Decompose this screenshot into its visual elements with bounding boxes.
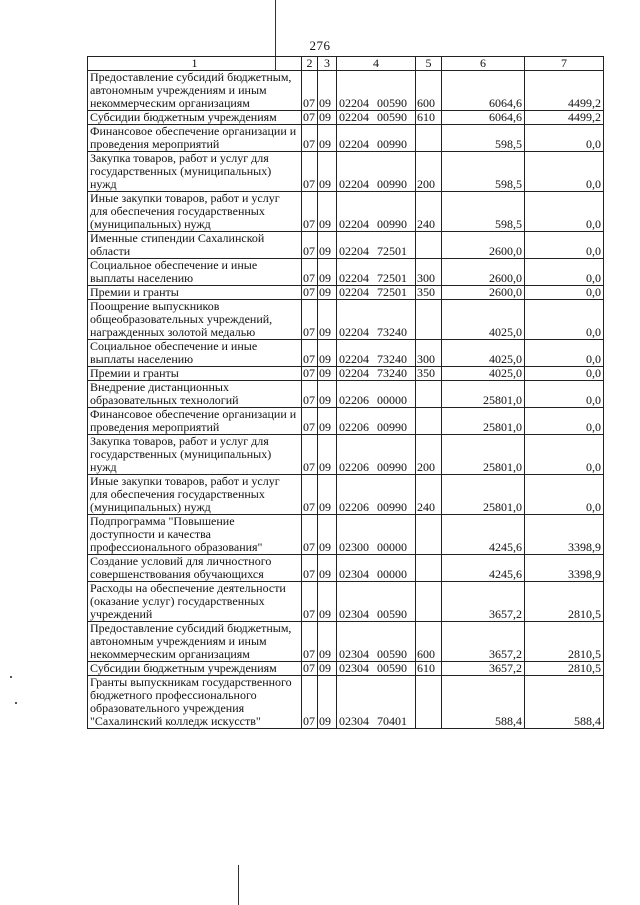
table-row xyxy=(88,367,604,381)
row-section: 07 xyxy=(302,125,318,152)
row-name: Закупка товаров, работ и услуг для государственных (муниципальных) нужд xyxy=(88,435,302,475)
row-kind: 350 xyxy=(416,367,442,381)
row-value-1: 4245,6 xyxy=(442,515,525,555)
row-name: Именные стипендии Сахалинской области xyxy=(88,232,302,259)
table-row xyxy=(88,232,604,259)
row-kind: 300 xyxy=(416,340,442,367)
row-section: 07 xyxy=(302,286,318,300)
page-number: 276 xyxy=(309,38,331,53)
row-name: Субсидии бюджетным учреждениям xyxy=(88,111,302,125)
column-header: 7 xyxy=(525,57,604,71)
row-value-1: 4025,0 xyxy=(442,300,525,340)
row-section: 07 xyxy=(302,232,318,259)
row-value-2: 0,0 xyxy=(525,259,604,286)
row-section: 07 xyxy=(302,192,318,232)
row-kind: 300 xyxy=(416,259,442,286)
table-row xyxy=(88,408,604,435)
row-section: 07 xyxy=(302,259,318,286)
budget-table xyxy=(87,56,604,729)
row-article: 02304 00590 xyxy=(337,582,416,622)
row-name: Предоставление субсидий бюджетным, автономным учреждениям и иным некоммерческим организациям xyxy=(88,622,302,662)
row-article: 02204 72501 xyxy=(337,286,416,300)
row-value-1: 4025,0 xyxy=(442,340,525,367)
scan-artifact-dot xyxy=(10,676,12,678)
row-name: Иные закупки товаров, работ и услуг для обеспечения государственных (муниципальных) нужд xyxy=(88,192,302,232)
row-article: 02204 73240 xyxy=(337,340,416,367)
row-kind xyxy=(416,232,442,259)
row-kind xyxy=(416,125,442,152)
row-article: 02300 00000 xyxy=(337,515,416,555)
row-section: 07 xyxy=(302,515,318,555)
row-article: 02204 72501 xyxy=(337,232,416,259)
row-subsection: 09 xyxy=(318,381,337,408)
table-row xyxy=(88,555,604,582)
row-name: Внедрение дистанционных образовательных технологий xyxy=(88,381,302,408)
row-section: 07 xyxy=(302,582,318,622)
row-value-2: 0,0 xyxy=(525,152,604,192)
row-subsection: 09 xyxy=(318,152,337,192)
row-name: Иные закупки товаров, работ и услуг для обеспечения государственных (муниципальных) нужд xyxy=(88,475,302,515)
row-value-2: 0,0 xyxy=(525,192,604,232)
row-subsection: 09 xyxy=(318,367,337,381)
row-value-2: 4499,2 xyxy=(525,111,604,125)
row-subsection: 09 xyxy=(318,125,337,152)
row-value-1: 598,5 xyxy=(442,192,525,232)
row-value-2: 588,4 xyxy=(525,676,604,729)
table-header-row xyxy=(88,57,604,71)
row-kind xyxy=(416,381,442,408)
column-header: 3 xyxy=(318,57,337,71)
column-header: 2 xyxy=(302,57,318,71)
row-article: 02204 73240 xyxy=(337,300,416,340)
row-subsection: 09 xyxy=(318,71,337,111)
row-value-1: 25801,0 xyxy=(442,475,525,515)
row-article: 02206 00000 xyxy=(337,381,416,408)
row-section: 07 xyxy=(302,622,318,662)
row-section: 07 xyxy=(302,555,318,582)
row-subsection: 09 xyxy=(318,622,337,662)
row-value-2: 0,0 xyxy=(525,408,604,435)
table-row xyxy=(88,515,604,555)
row-kind xyxy=(416,555,442,582)
row-value-2: 2810,5 xyxy=(525,662,604,676)
row-value-1: 3657,2 xyxy=(442,622,525,662)
row-subsection: 09 xyxy=(318,286,337,300)
row-name: Социальное обеспечение и иные выплаты населению xyxy=(88,340,302,367)
row-article: 02206 00990 xyxy=(337,475,416,515)
row-section: 07 xyxy=(302,367,318,381)
row-value-1: 6064,6 xyxy=(442,71,525,111)
row-subsection: 09 xyxy=(318,300,337,340)
row-value-1: 4245,6 xyxy=(442,555,525,582)
table-row xyxy=(88,71,604,111)
row-value-2: 0,0 xyxy=(525,340,604,367)
row-kind: 610 xyxy=(416,111,442,125)
row-kind xyxy=(416,300,442,340)
row-subsection: 09 xyxy=(318,340,337,367)
row-subsection: 09 xyxy=(318,259,337,286)
row-value-2: 0,0 xyxy=(525,125,604,152)
row-article: 02304 00590 xyxy=(337,662,416,676)
row-value-1: 25801,0 xyxy=(442,435,525,475)
row-section: 07 xyxy=(302,662,318,676)
row-value-2: 0,0 xyxy=(525,381,604,408)
row-section: 07 xyxy=(302,475,318,515)
row-article: 02206 00990 xyxy=(337,408,416,435)
row-value-1: 25801,0 xyxy=(442,381,525,408)
table-row xyxy=(88,622,604,662)
row-name: Субсидии бюджетным учреждениям xyxy=(88,662,302,676)
row-name: Финансовое обеспечение организации и проведения мероприятий xyxy=(88,408,302,435)
row-article: 02304 00000 xyxy=(337,555,416,582)
table-row xyxy=(88,676,604,729)
row-value-2: 4499,2 xyxy=(525,71,604,111)
row-value-1: 598,5 xyxy=(442,125,525,152)
row-article: 02206 00990 xyxy=(337,435,416,475)
row-kind: 350 xyxy=(416,286,442,300)
row-article: 02304 00590 xyxy=(337,622,416,662)
row-value-2: 2810,5 xyxy=(525,582,604,622)
row-section: 07 xyxy=(302,71,318,111)
row-value-2: 0,0 xyxy=(525,286,604,300)
row-kind xyxy=(416,408,442,435)
row-section: 07 xyxy=(302,381,318,408)
row-value-1: 4025,0 xyxy=(442,367,525,381)
row-subsection: 09 xyxy=(318,515,337,555)
row-subsection: 09 xyxy=(318,192,337,232)
row-article: 02204 73240 xyxy=(337,367,416,381)
row-kind: 600 xyxy=(416,622,442,662)
column-header: 5 xyxy=(416,57,442,71)
row-name: Расходы на обеспечение деятельности (оказание услуг) государственных учреждений xyxy=(88,582,302,622)
row-section: 07 xyxy=(302,676,318,729)
row-article: 02204 00590 xyxy=(337,111,416,125)
row-section: 07 xyxy=(302,435,318,475)
table-row xyxy=(88,125,604,152)
row-kind xyxy=(416,676,442,729)
table-row xyxy=(88,662,604,676)
column-header: 4 xyxy=(337,57,416,71)
row-value-2: 3398,9 xyxy=(525,555,604,582)
table-row xyxy=(88,340,604,367)
row-subsection: 09 xyxy=(318,435,337,475)
row-name: Социальное обеспечение и иные выплаты населению xyxy=(88,259,302,286)
row-subsection: 09 xyxy=(318,662,337,676)
table-row xyxy=(88,152,604,192)
row-section: 07 xyxy=(302,340,318,367)
row-value-1: 2600,0 xyxy=(442,259,525,286)
row-kind: 600 xyxy=(416,71,442,111)
row-article: 02304 70401 xyxy=(337,676,416,729)
row-subsection: 09 xyxy=(318,555,337,582)
row-value-2: 0,0 xyxy=(525,475,604,515)
row-value-1: 2600,0 xyxy=(442,232,525,259)
table-row xyxy=(88,286,604,300)
row-name: Финансовое обеспечение организации и проведения мероприятий xyxy=(88,125,302,152)
row-article: 02204 00990 xyxy=(337,152,416,192)
row-article: 02204 72501 xyxy=(337,259,416,286)
row-name: Гранты выпускникам государственного бюджетного профессионального образовательного учреждения "Сахалинский колледж искусств" xyxy=(88,676,302,729)
table-row xyxy=(88,300,604,340)
table-row xyxy=(88,111,604,125)
column-header: 6 xyxy=(442,57,525,71)
row-value-2: 0,0 xyxy=(525,300,604,340)
table-row xyxy=(88,435,604,475)
row-value-1: 2600,0 xyxy=(442,286,525,300)
row-article: 02204 00590 xyxy=(337,71,416,111)
row-subsection: 09 xyxy=(318,475,337,515)
row-name: Премии и гранты xyxy=(88,367,302,381)
row-name: Поощрение выпускников общеобразовательных учреждений, награжденных золотой медалью xyxy=(88,300,302,340)
row-name: Предоставление субсидий бюджетным, автономным учреждениям и иным некоммерческим организациям xyxy=(88,71,302,111)
row-subsection: 09 xyxy=(318,111,337,125)
row-kind: 610 xyxy=(416,662,442,676)
row-value-2: 0,0 xyxy=(525,367,604,381)
row-subsection: 09 xyxy=(318,232,337,259)
row-kind: 200 xyxy=(416,435,442,475)
row-kind xyxy=(416,582,442,622)
row-section: 07 xyxy=(302,408,318,435)
row-value-2: 2810,5 xyxy=(525,622,604,662)
row-value-1: 588,4 xyxy=(442,676,525,729)
row-value-2: 0,0 xyxy=(525,435,604,475)
row-name: Создание условий для личностного совершенствования обучающихся xyxy=(88,555,302,582)
row-value-1: 6064,6 xyxy=(442,111,525,125)
table-row xyxy=(88,259,604,286)
table-row xyxy=(88,381,604,408)
row-value-2: 3398,9 xyxy=(525,515,604,555)
row-name: Подпрограмма "Повышение доступности и качества профессионального образования" xyxy=(88,515,302,555)
table-row xyxy=(88,582,604,622)
row-name: Премии и гранты xyxy=(88,286,302,300)
row-section: 07 xyxy=(302,152,318,192)
row-subsection: 09 xyxy=(318,582,337,622)
row-article: 02204 00990 xyxy=(337,125,416,152)
row-subsection: 09 xyxy=(318,676,337,729)
row-article: 02204 00990 xyxy=(337,192,416,232)
row-value-1: 598,5 xyxy=(442,152,525,192)
row-subsection: 09 xyxy=(318,408,337,435)
table-row xyxy=(88,192,604,232)
row-value-1: 3657,2 xyxy=(442,582,525,622)
row-kind xyxy=(416,515,442,555)
row-kind: 200 xyxy=(416,152,442,192)
row-kind: 240 xyxy=(416,475,442,515)
row-name: Закупка товаров, работ и услуг для государственных (муниципальных) нужд xyxy=(88,152,302,192)
row-kind: 240 xyxy=(416,192,442,232)
column-header: 1 xyxy=(88,57,302,71)
row-value-1: 3657,2 xyxy=(442,662,525,676)
row-value-2: 0,0 xyxy=(525,232,604,259)
table-row xyxy=(88,475,604,515)
row-section: 07 xyxy=(302,300,318,340)
row-section: 07 xyxy=(302,111,318,125)
scan-artifact-line xyxy=(238,865,239,905)
row-value-1: 25801,0 xyxy=(442,408,525,435)
scan-artifact-dot xyxy=(15,702,17,704)
